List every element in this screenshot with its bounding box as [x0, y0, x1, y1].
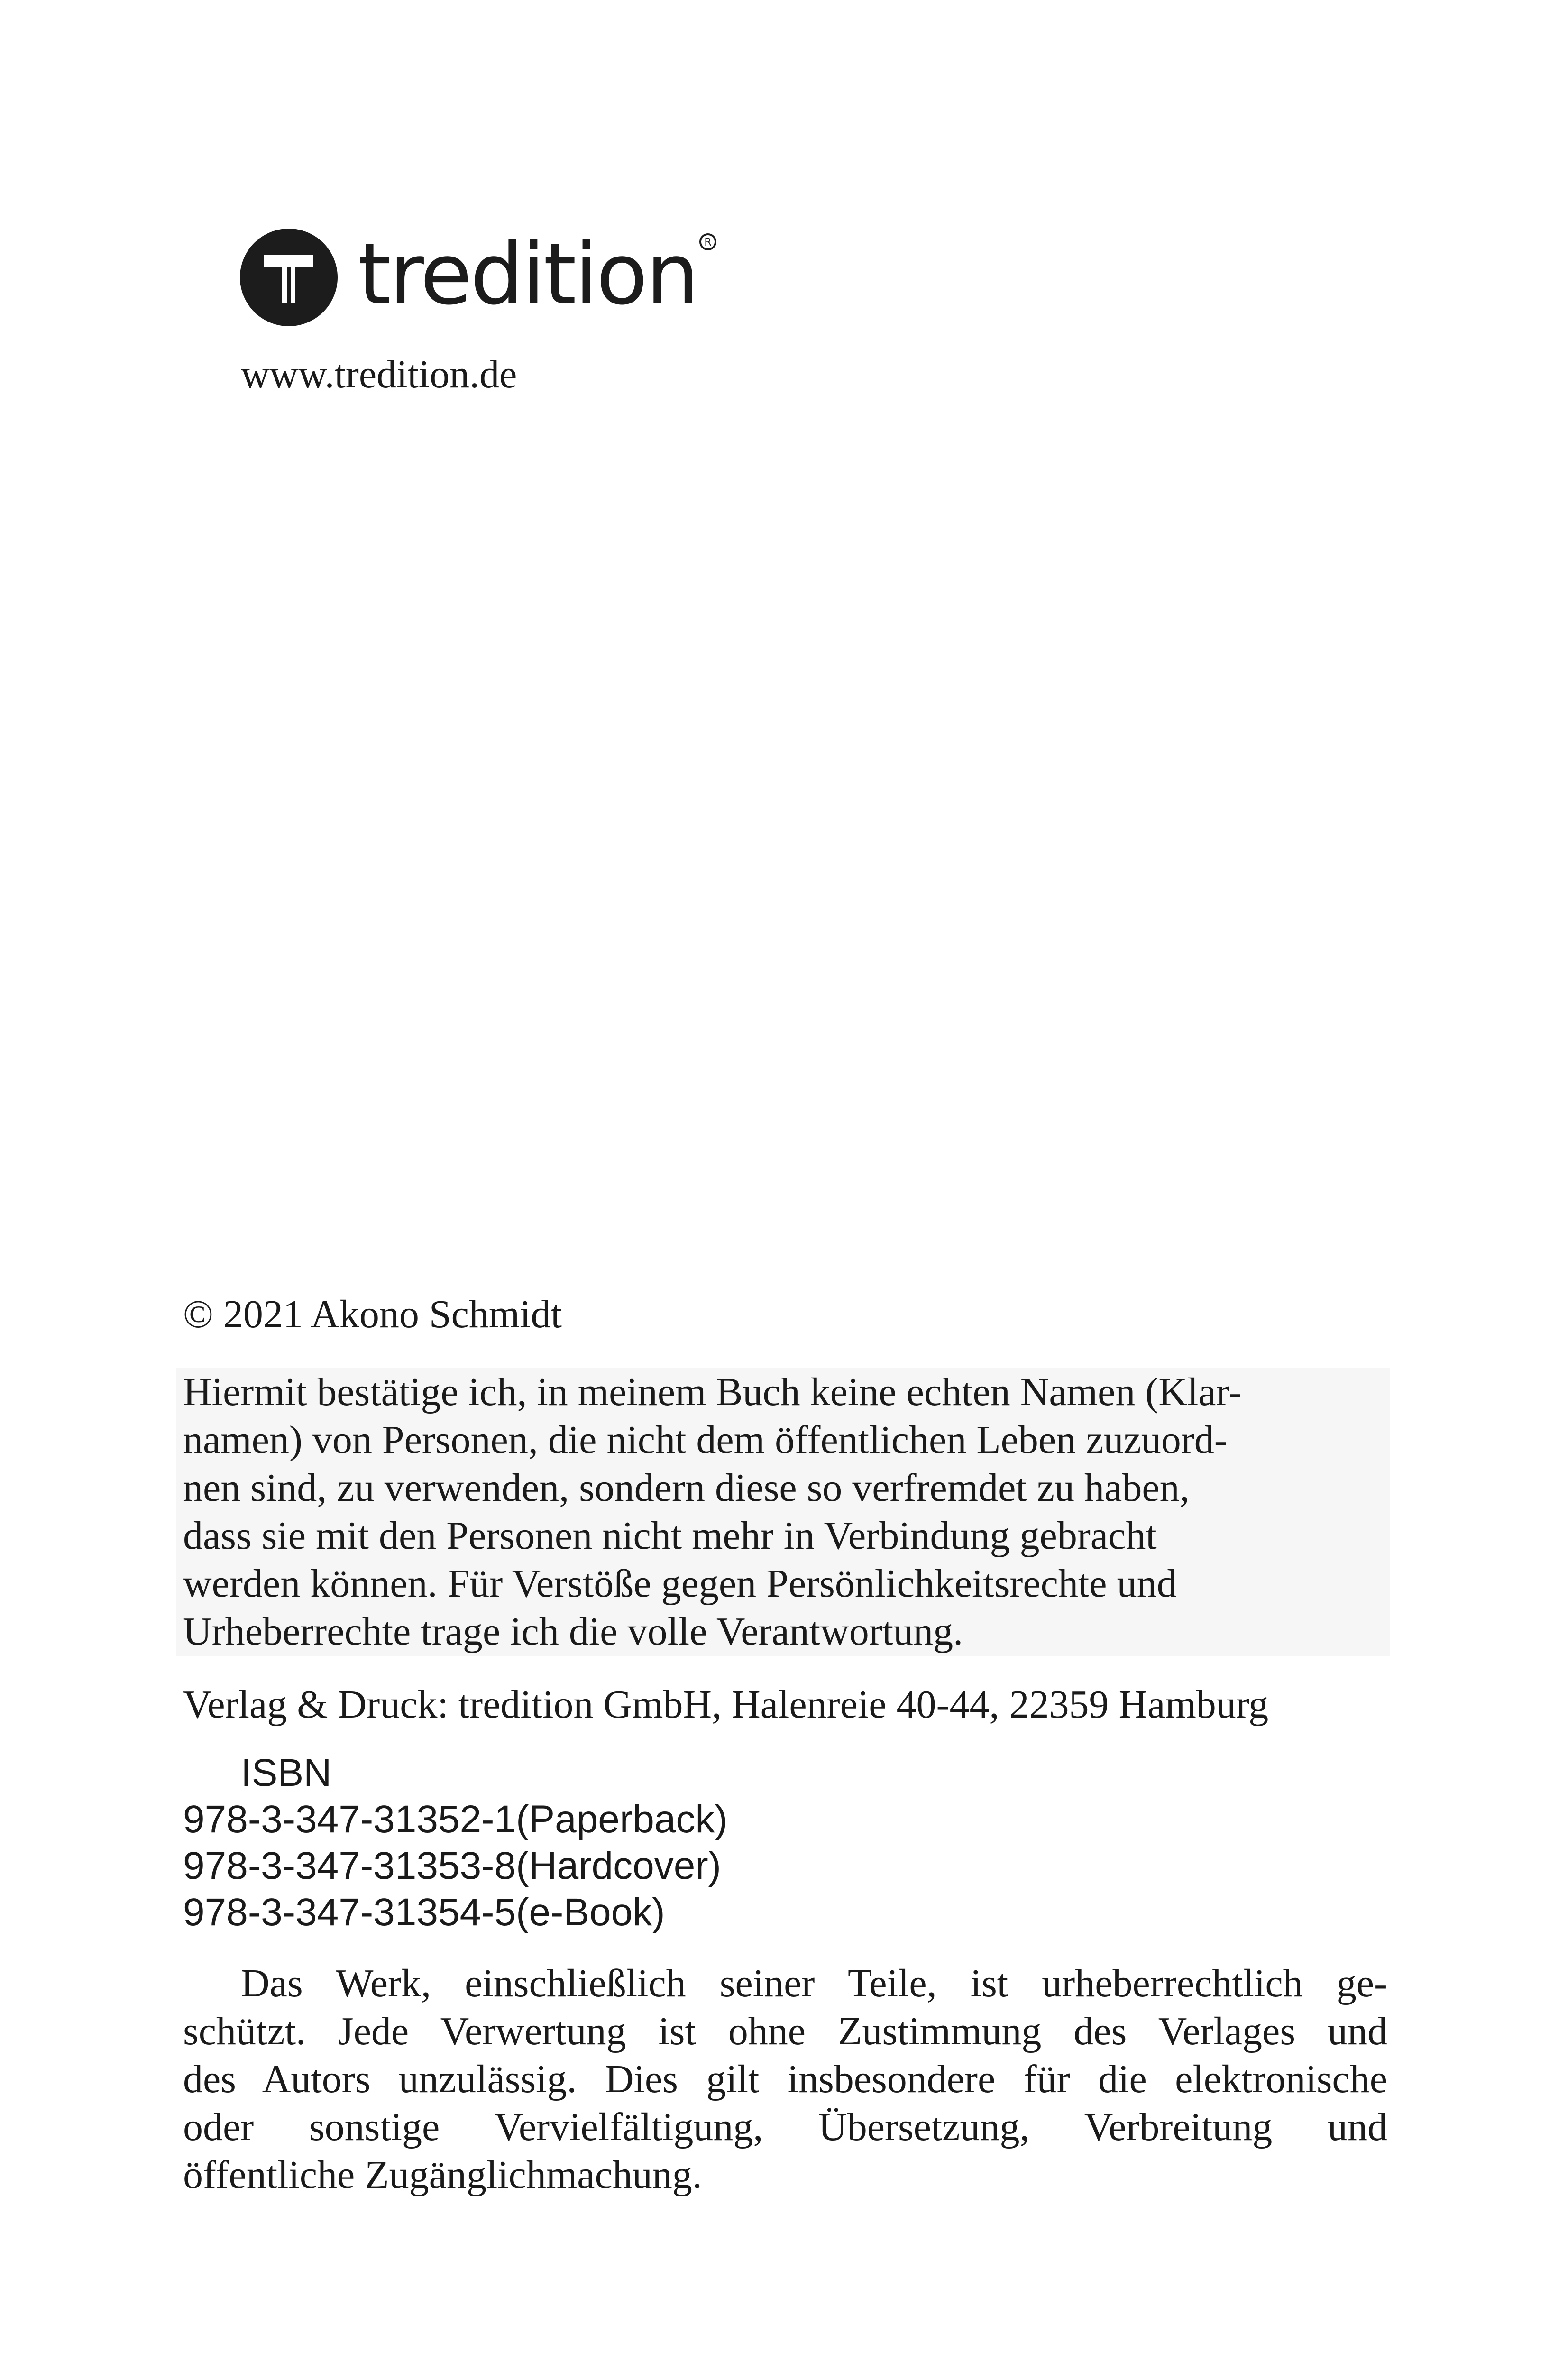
rights-line: Das Werk, einschließlich seiner Teile, ist urheberrechtlich ge- [241, 1961, 1387, 2005]
isbn-paperback: 978-3-347-31352-1(Paperback) [183, 1798, 728, 1841]
publisher-address: Verlag & Druck: tredition GmbH, Halenreie 40-44, 22359 Hamburg [183, 1682, 1269, 1727]
rights-line: schützt. Jede Verwertung ist ohne Zustimmung des Verlages und [183, 2009, 1387, 2053]
disclaimer-line: nen sind, zu verwenden, sondern diese so verfremdet zu haben, [183, 1466, 1190, 1510]
isbn-label: ISBN [241, 1751, 332, 1794]
tredition-logo-graphic [239, 228, 718, 327]
disclaimer-line: Hiermit bestätige ich, in meinem Buch keine echten Namen (Klar- [183, 1370, 1242, 1414]
publisher-website: www.tredition.de [241, 352, 517, 396]
isbn-hardcover: 978-3-347-31353-8(Hardcover) [183, 1844, 721, 1887]
copyright-rights-paragraph [183, 1959, 1387, 2199]
disclaimer-line: dass sie mit den Personen nicht mehr in Verbindung gebracht [183, 1514, 1157, 1558]
copyright-notice: © 2021 Akono Schmidt [183, 1292, 562, 1336]
isbn-block [183, 1750, 728, 1936]
disclaimer-line: Urheberrechte trage ich die volle Verantwortung. [183, 1609, 963, 1654]
rights-line: öffentliche Zugänglichmachung. [183, 2153, 702, 2197]
disclaimer-line: namen) von Personen, die nicht dem öffentlichen Leben zuzuord- [183, 1418, 1228, 1462]
name-disclaimer-box [176, 1368, 1390, 1656]
tredition-logo [239, 228, 718, 327]
disclaimer-line: werden können. Für Verstöße gegen Persönlichkeitsrechte und [183, 1562, 1177, 1606]
rights-line: oder sonstige Vervielfältigung, Übersetzung, Verbreitung und [183, 2105, 1387, 2149]
rights-line: des Autors unzulässig. Dies gilt insbesondere für die elektronische [183, 2057, 1387, 2101]
logo-wordmark: tredition [358, 228, 697, 323]
svg-text:R: R [704, 237, 712, 248]
isbn-ebook: 978-3-347-31354-5(e-Book) [183, 1891, 665, 1934]
